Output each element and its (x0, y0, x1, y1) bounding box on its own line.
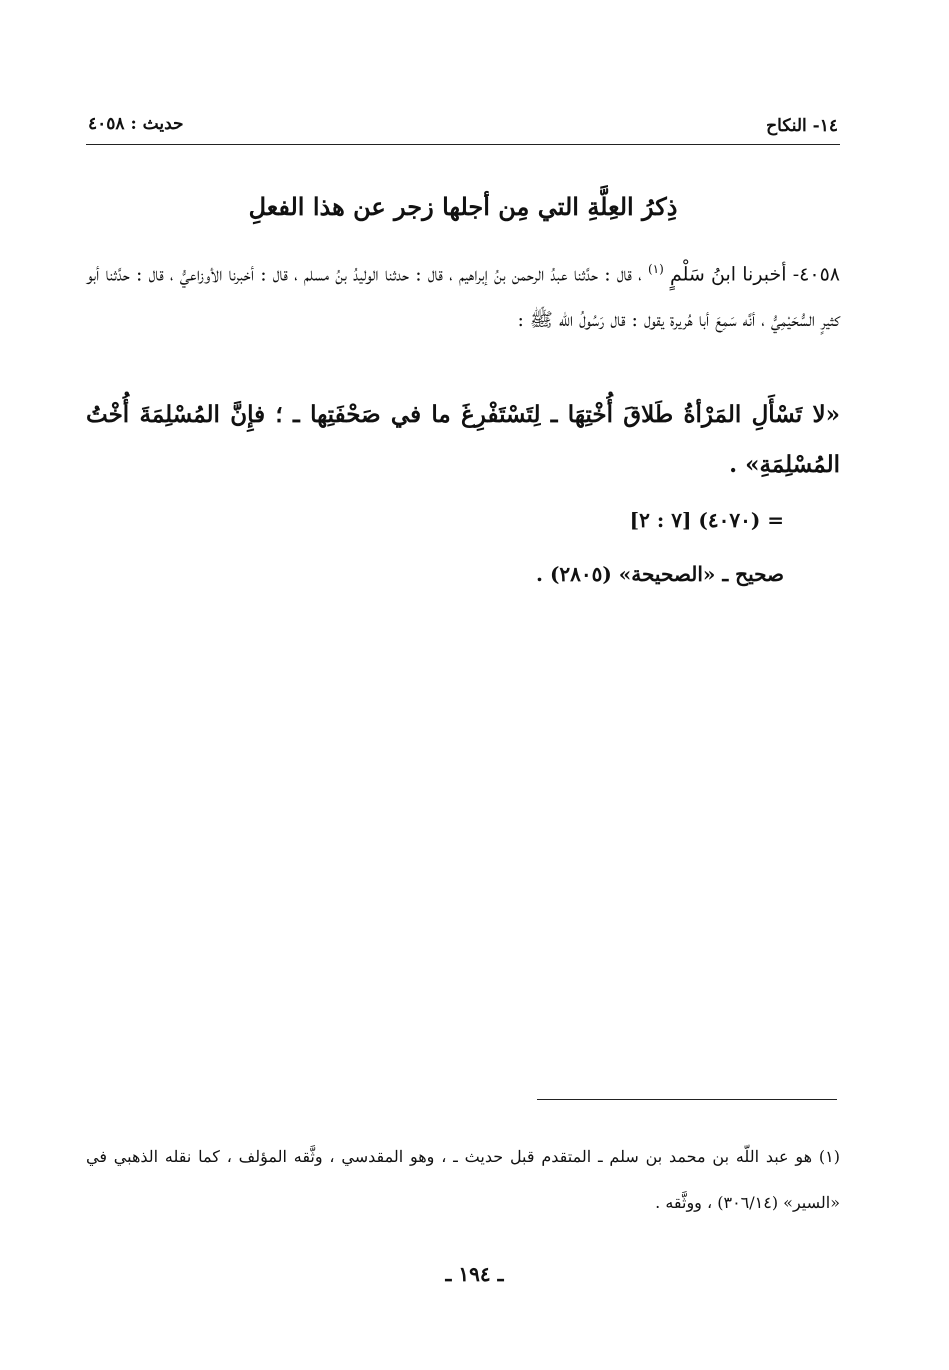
footnote-marker: (١) (647, 262, 664, 276)
chapter-title: ١٤- النكاح (766, 116, 838, 136)
isnad-paragraph (86, 246, 840, 343)
isnad-start: ٤٠٥٨- أخبرنا ابنُ سَلْمٍ (670, 263, 840, 286)
page-number: ـ ١٩٤ ـ (445, 1262, 504, 1286)
isnad-rest: ، قال : حدَّثنا عبدُ الرحمن بنُ إبراهيم ، قال : حدثنا الوليدُ بنُ مسلم ، قال : أخبرنا الأوزاعيُّ ، قال : حدَّثنا أبو كثيرٍ السُّحَيْمِيُّ ، أنَّه سَمِعَ أبا هُريرة يقول : قال رَسُولُ اللّه ﷺ : (86, 263, 840, 332)
hadith-grade: صحيح ـ «الصحيحة» (٢٨٠٥) . (536, 562, 784, 586)
running-header (86, 108, 840, 145)
hadith-reference: حديث : ٤٠٥٨ (88, 114, 184, 134)
section-title: ذِكرُ العِلَّةِ التي مِن أجلها زجر عن هذا الفعلِ (248, 192, 678, 221)
footnote: (١) هو عبد اللّه بن محمد بن سلم ـ المتقدم قبل حديث ـ ، وهو المقدسي ، وثَّقه المؤلف ، كما نقله الذهبي في «السير» (٣٠٦/١٤) ، ووثَّقه . (86, 1147, 840, 1212)
cross-reference: = (٤٠٧٠) [٧ : ٢] (629, 508, 784, 532)
footnote-divider (537, 1099, 837, 1100)
hadith-text: «لا تَسْأَلِ المَرْأةُ طَلاقَ أُخْتِهَا ـ لِتَسْتَفْرِغَ ما في صَحْفَتِها ـ ؛ فإِنَّ المُسْلِمَةَ أُخْتُ المُسْلِمَةِ» . (86, 401, 840, 478)
